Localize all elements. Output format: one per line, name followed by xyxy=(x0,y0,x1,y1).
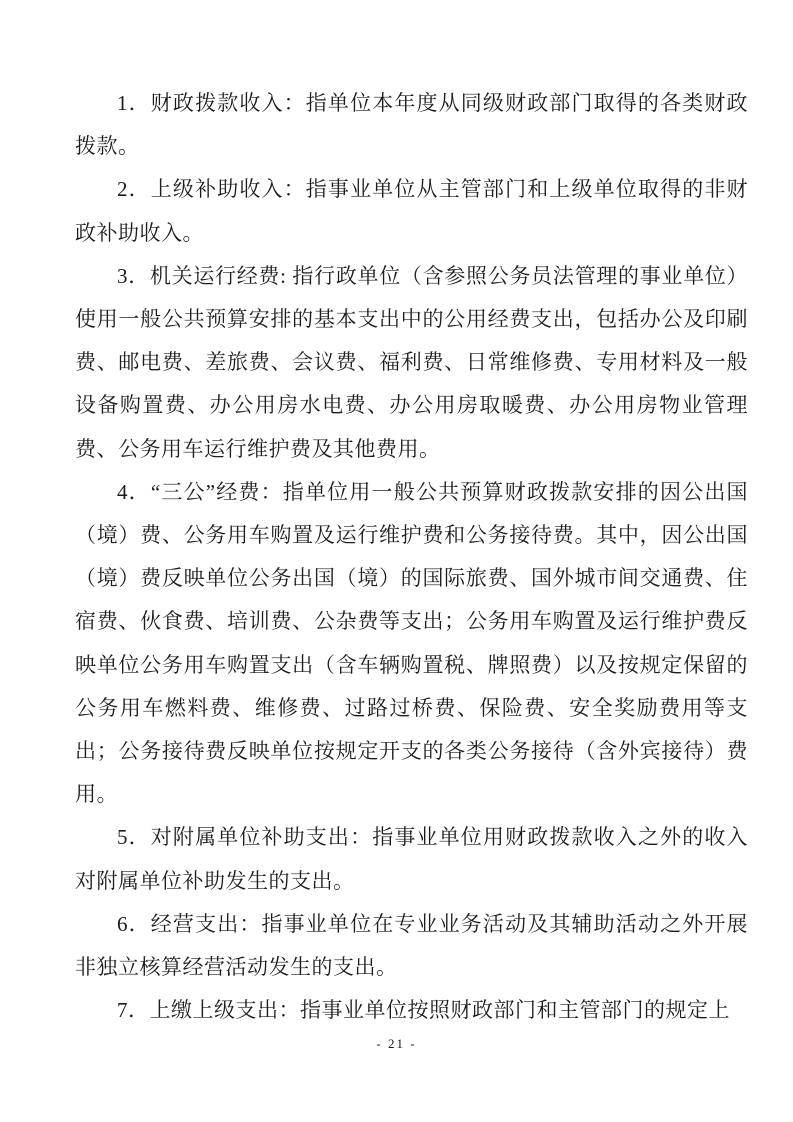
paragraph-item-4: 4．“三公”经费：指单位用一般公共预算财政拨款安排的因公出国（境）费、公务用车购置及运行维护费和公务接待费。其中，因公出国（境）费反映单位公务出国（境）的国际旅费、国外城市间交通费、住宿费、伙食费、培训费、公杂费等支出；公务用车购置及运行维护费反映单位公务用车购置支出（含车辆购置税、牌照费）以及按规定保留的公务用车燃料费、维修费、过路过桥费、保险费、安全奖励费用等支出；公务接待费反映单位按规定开支的各类公务接待（含外宾接待）费用。 xyxy=(75,479,748,807)
paragraph-item-6: 6．经营支出：指事业单位在专业业务活动及其辅助活动之外开展非独立核算经营活动发生的支出。 xyxy=(75,911,748,980)
paragraph-item-5: 5．对附属单位补助支出：指事业单位用财政拨款收入之外的收入对附属单位补助发生的支出。 xyxy=(75,825,748,893)
paragraph-item-3: 3．机关运行经费: 指行政单位（含参照公务员法管理的事业单位）使用一般公共预算安排的基本支出中的公用经费支出，包括办公及印刷费、邮电费、差旅费、会议费、福利费、日常维修费、专用材料及一般设备购置费、办公用房水电费、办公用房取暖费、办公用房物业管理费、公务用车运行维护费及其他费用。 xyxy=(75,263,748,461)
paragraph-item-1: 1．财政拨款收入：指单位本年度从同级财政部门取得的各类财政拨款。 xyxy=(75,91,748,159)
paragraph-item-7: 7．上缴上级支出：指事业单位按照财政部门和主管部门的规定上 xyxy=(117,998,730,1023)
page-number: - 21 - xyxy=(376,1036,417,1051)
paragraph-item-2: 2．上级补助收入：指事业单位从主管部门和上级单位取得的非财政补助收入。 xyxy=(75,177,748,245)
document-body xyxy=(75,82,748,1032)
